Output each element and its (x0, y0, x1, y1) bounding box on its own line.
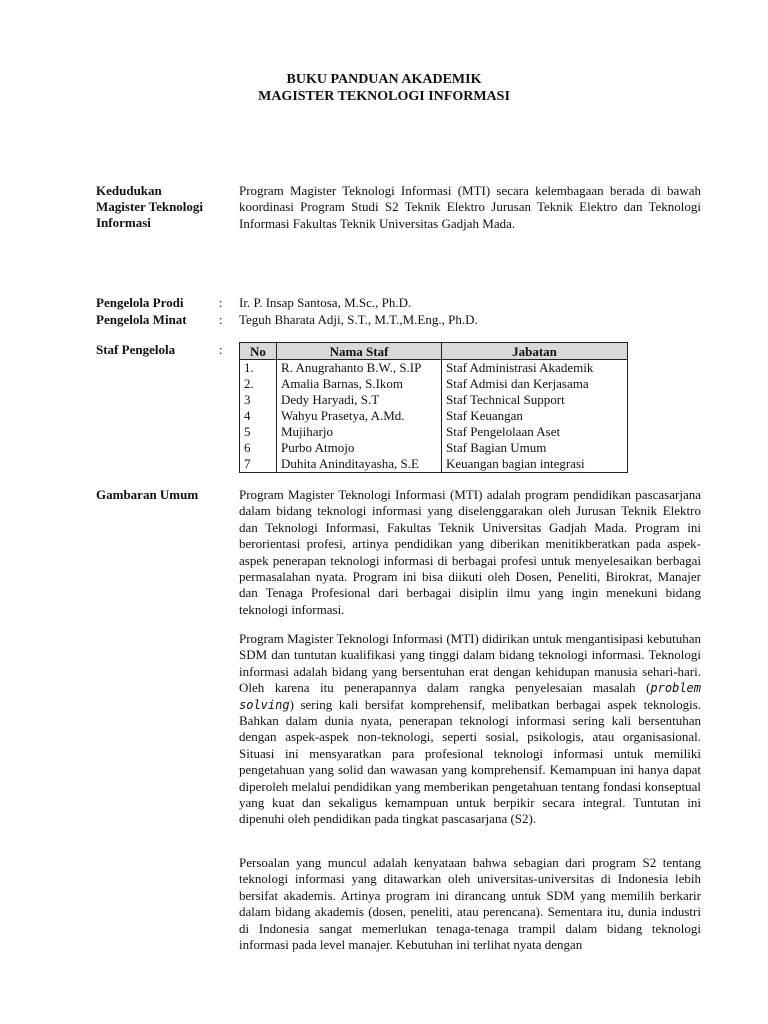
cell-no: 7 (240, 456, 277, 473)
title-line-1: BUKU PANDUAN AKADEMIK (286, 72, 482, 87)
header-no: No (240, 343, 277, 360)
gambaran-paragraph-1: Program Magister Teknologi Informasi (MTI) adalah program pendidikan pascasarjana dalam bidang teknologi informasi yang diselenggarakan oleh Jurusan Teknik Elektro dan Teknologi Informasi, Fakultas Teknik Universitas Gadjah Mada. Program ini berorientasi profesi, artinya pendidikan yang diberikan menitikberatkan pada aspek-aspek penerapan teknologi informasi di berbagai profesi untuk menyelesaikan berbagai permasalahan nyata. Program ini bisa diikuti oleh Dosen, Peneliti, Birokrat, Manajer dan Tenaga Profesional dari berbagai disiplin ilmu yang ingin menekuni bidang teknologi informasi. (239, 487, 701, 617)
cell-jabatan: Staf Bagian Umum (442, 440, 628, 456)
staff-table (239, 342, 628, 473)
header-nama-staf: Nama Staf (277, 343, 442, 360)
cell-jabatan: Staf Keuangan (442, 408, 628, 424)
table-row (240, 376, 628, 392)
pengelola-prodi-value: Ir. P. Insap Santosa, M.Sc., Ph.D. (239, 295, 412, 310)
cell-no: 6 (240, 440, 277, 456)
paragraph-2-part-b: ) sering kali bersifat komprehensif, melibatkan berbagai aspek teknologis. Bahkan dalam dunia nyata, penerapan teknologi informasi sering kali bersentuhan dengan aspek-aspek non-teknologi, seperti sosial, psikologis, atau organisasional. Situasi ini mensyaratkan para profesional teknologi informasi untuk memiliki pengetahuan yang solid dan wawasan yang komprehensif. Kemampuan ini hanya dapat diperoleh melalui pendidikan yang memberikan pengetahuan tentang fondasi konseptual yang kuat dan sekaligus kemampuan untuk berpikir secara integral. Tuntutan ini dipenuhi oleh pendidikan pada tingkat pascasarjana (S2). (239, 696, 701, 827)
gambaran-umum-label: Gambaran Umum (96, 487, 199, 502)
table-row (240, 440, 628, 456)
cell-jabatan: Keuangan bagian integrasi (442, 456, 628, 473)
table-row (240, 424, 628, 440)
pengelola-minat-value: Teguh Bharata Adji, S.T., M.T.,M.Eng., Ph.D. (239, 312, 478, 327)
table-row (240, 360, 628, 377)
pengelola-minat-label: Pengelola Minat (96, 312, 187, 327)
gambaran-paragraph-3: Persoalan yang muncul adalah kenyataan bahwa sebagian dari program S2 tentang teknologi informasi yang ditawarkan oleh universitas-universitas di Indonesia lebih bersifat akademis. Artinya program ini dirancang untuk SDM yang memilih berkarir dalam bidang akademis (dosen, peneliti, atau perencana). Sementara itu, dunia industri di Indonesia sangat memerlukan tenaga-tenaga trampil dalam bidang teknologi informasi pada level manajer. Kebutuhan ini terlihat nyata dengan (239, 855, 701, 953)
table-row (240, 456, 628, 473)
kedudukan-text: Program Magister Teknologi Informasi (MTI) secara kelembagaan berada di bawah koordinasi Program Studi S2 Teknik Elektro Jurusan Teknik Elektro dan Teknologi Informasi Fakultas Teknik Universitas Gadjah Mada. (239, 183, 701, 231)
table-header-row (240, 343, 628, 360)
cell-nama: Mujiharjo (277, 424, 442, 440)
table-row (240, 392, 628, 408)
cell-no: 4 (240, 408, 277, 424)
pengelola-minat-colon: : (219, 312, 223, 327)
paragraph-2-part-a: Program Magister Teknologi Informasi (MTI) didirikan untuk mengantisipasi kebutuhan SDM dan tuntutan kualifikasi yang tinggi dalam bidang teknologi informasi. Teknologi informasi adalah bidang yang bersentuhan erat dengan kehidupan manusia sehari-hari. Oleh karena itu penerapannya dalam rangka penyelesaian masalah ( (239, 631, 701, 696)
document-title (0, 71, 768, 105)
cell-nama: Duhita Aninditayasha, S.E (277, 456, 442, 473)
cell-nama: Wahyu Prasetya, A.Md. (277, 408, 442, 424)
staf-pengelola-label: Staf Pengelola (96, 342, 176, 357)
header-jabatan: Jabatan (442, 343, 628, 360)
staf-pengelola-colon: : (219, 342, 223, 357)
cell-no: 2. (240, 376, 277, 392)
title-line-2: MAGISTER TEKNOLOGI INFORMASI (258, 89, 510, 104)
paragraph-2-emphasis: problem solving (239, 681, 701, 712)
cell-jabatan: Staf Technical Support (442, 392, 628, 408)
gambaran-paragraph-2 (239, 631, 701, 828)
cell-jabatan: Staf Administrasi Akademik (442, 360, 628, 377)
cell-jabatan: Staf Pengelolaan Aset (442, 424, 628, 440)
table-row (240, 408, 628, 424)
cell-nama: R. Anugrahanto B.W., S.IP (277, 360, 442, 377)
cell-no: 1. (240, 360, 277, 377)
pengelola-prodi-label: Pengelola Prodi (96, 295, 184, 310)
cell-no: 5 (240, 424, 277, 440)
kedudukan-label: Kedudukan Magister Teknologi Informasi (96, 183, 204, 230)
cell-no: 3 (240, 392, 277, 408)
cell-nama: Amalia Barnas, S.Ikom (277, 376, 442, 392)
pengelola-prodi-colon: : (219, 295, 223, 310)
cell-nama: Purbo Atmojo (277, 440, 442, 456)
cell-jabatan: Staf Admisi dan Kerjasama (442, 376, 628, 392)
cell-nama: Dedy Haryadi, S.T (277, 392, 442, 408)
